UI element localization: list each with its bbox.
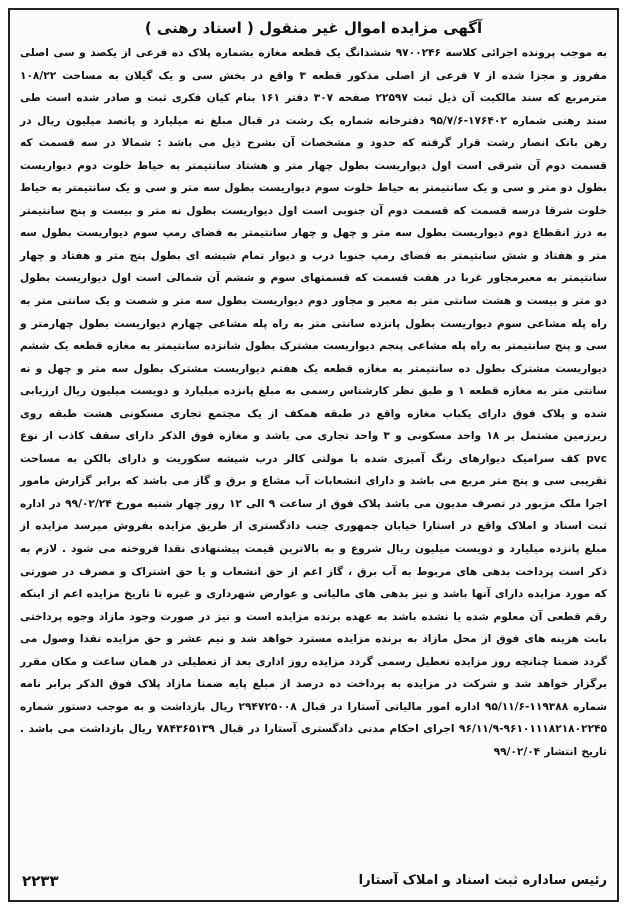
- signature-line: رئیس ساداره ثبت اسناد و املاک آستارا: [358, 873, 607, 888]
- notice-box: [8, 8, 619, 902]
- notice-body: به موجب پرونده اجرائی کلاسه ۹۷۰۰۲۴۶ ششدانگ یک قطعه مغازه بشماره پلاک ده فرعی از یکصد و سی اصلی مفروز و مجزا شده از ۷ فرعی از اصلی مذکور قطعه ۳ واقع در بخش سی و یک گیلان به مساحت ۱۰۸/۲۲ مترمربع که سند مالکیت آن ذیل ثبت ۲۲۵۹۷ صفحه ۳۰۷ دفتر ۱۶۱ بنام کیان فکری ثبت و صادر شده است طی سند رهنی شماره ۱۷۶۴۰۲-۹۵/۷/۶ دفترخانه شماره یک رشت در قبال مبلغ نه میلیارد و پانصد میلیون ریال در رهن بانک انصار رشت قرار گرفته که حدود و مشخصات آن بشرح ذیل می باشد : شمالا در سه قسمت که قسمت دوم آن شرقی است اول دیواریست بطول چهار متر و هشتاد سانتیمتر به حیاط خلوت دوم دیواریست بطول دو متر و سی و یک سانتیمتر به حیاط خلوت سوم دیواریست بطول سه متر و سی و یک سانتیمتر به حیاط خلوت شرقا درسه قسمت که قسمت دوم آن جنوبی است اول دیواریست بطول نه متر و بیست و پنج سانتیمتر به درز انقطاع دوم دیواریست بطول سه متر و چهل و چهار سانتیمتر به فضای رمپ سوم دیواریست بطول سه متر و هفتاد و شش سانتیمتر به فضای رمپ جنوبا درب و دیوار تمام شیشه ای بطول پنج متر و هفتاد و چهار سانتیمتر به معبرمجاور غربا در هفت قسمت که قسمتهای سوم و ششم آن شمالی است اول دیواریست بطول دو متر و بیست و هشت سانتی متر به معبر و مجاور دوم دیواریست بطول سه متر و شصت و یک سانتی متر به راه پله مشاعی سوم دیواریست بطول پانزده سانتی متر به راه پله مشاعی چهارم دیواریست بطول چهارمتر و سی و پنج سانتیمتر به راه پله مشاعی پنجم دیواریست مشترک بطول شانزده سانتیمتر به مغازه قطعه یک ششم دیواریست مشترک بطول ده سانتیمتر به مغازه قطعه یک هفتم دیواریست مشترک بطول سه متر و چهل و نه سانتی متر به مغازه قطعه ۱ و طبق نظر کارشناس رسمی به مبلغ پانزده میلیارد و دویست میلیون ریال ارزیابی شده و پلاک فوق دارای یکباب مغازه واقع در طبقه همکف از یک مجتمع تجاری مسکونی هشت طبقه روی زیرزمین مشتمل بر ۱۸ واحد مسکونی و ۳ واحد تجاری می باشد و مغازه فوق الذکر دارای سقف کاذب از نوع pvc کف سرامیک دیوارهای رنگ آمیزی شده با مولتی کالر درب شیشه سکوریت و دارای بالکن به مساحت تقریبی سی و پنج متر مربع می باشد و دارای انشعابات آب مشاع و برق و گاز می باشد که برابر گزارش مامور اجرا ملک مزبور در تصرف مدیون می باشد پلاک فوق از ساعت ۹ الی ۱۲ روز چهار شنبه مورخ ۹۹/۰۲/۲۴ در اداره ثبت اسناد و املاک واقع در استارا خیابان جمهوری جنب دادگستری از طریق مزایده بفروش میرسد مزایده از مبلغ پانزده میلیارد و دویست میلیون ریال شروع و به بالاترین قیمت پیشنهادی نقدا فروخته می شود . لازم به ذکر است پرداخت بدهی های مربوط به آب برق ، گاز اعم از حق انشعاب و یا حق اشتراک و مصرف در صورتی که مورد مزایده دارای آنها باشد و نیز بدهی های مالیاتی و عوارض شهرداری و غیره تا تاریخ مزایده اعم از اینکه رقم قطعی آن معلوم شده یا نشده باشد به عهده برنده مزایده است و نیز در صورت وجود مازاد وجوه پرداختی بابت هزینه های فوق از محل مازاد به برنده مزایده مسترد خواهد شد و نیم عشر و حق مزایده نقدا وصول می گردد ضمنا چنانچه روز مزایده تعطیل رسمی گردد مزایده روز اداری بعد از تعطیلی در همان ساعت و مکان مقرر برگزار خواهد شد و شرکت در مزایده به پرداخت ده درصد از مبلغ پایه ضمنا مازاد پلاک فوق الذکر برابر نامه شماره ۱۱۹۳۸۸-۹۵/۱۱/۶ اداره امور مالیاتی آستارا در قبال ۲۹۴۷۲۵۰۰۸ ریال بازداشت و به موجب دستور شماره ۹۶۱۰۱۱۱۸۲۱۸۰۲۲۴۵-۹۶/۱۱/۹ اجرای احکام مدنی دادگستری آستارا در قبال ۷۸۴۳۶۵۱۳۹ ریال بازداشت می باشد . تاریخ انتشار ۹۹/۰۲/۰۴: [20, 47, 608, 758]
- notice-title: آگهی مزایده اموال غیر منقول ( اسناد رهنی ): [144, 19, 483, 37]
- notice-code: ۲۲۳۳: [22, 872, 59, 890]
- notice-footer: [20, 870, 607, 892]
